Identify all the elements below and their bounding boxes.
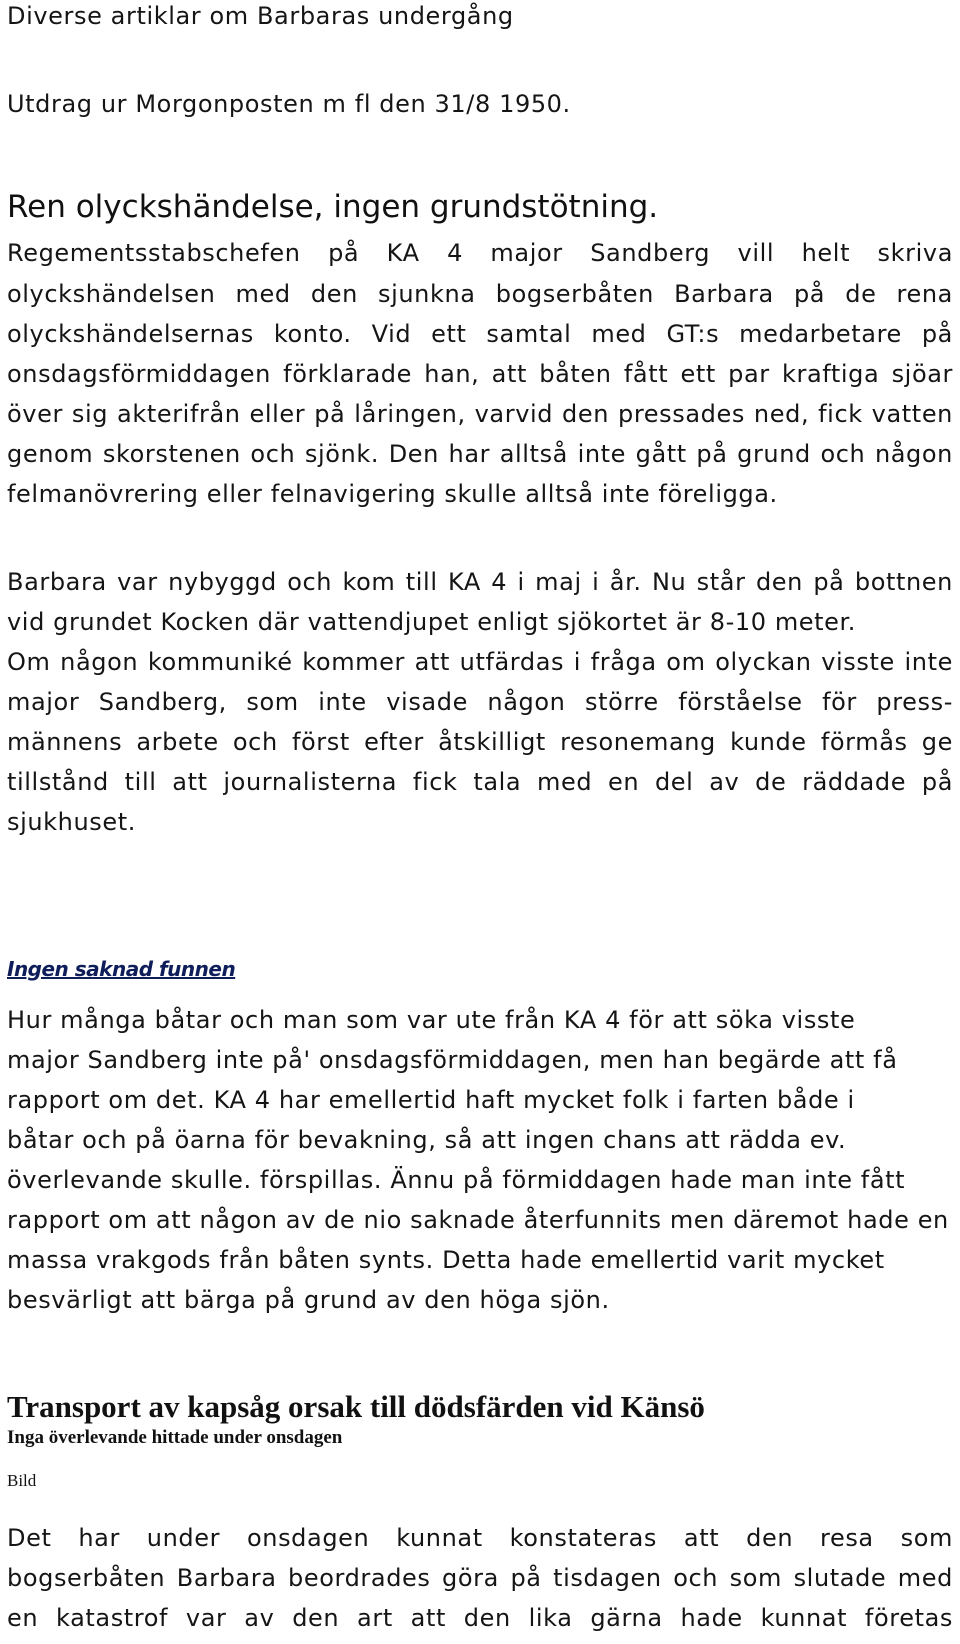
text-line: vid grundet Kocken där vattendjupet enligt sjökortet är 8-10 meter. <box>7 608 857 636</box>
text-line: båtar och på öarna för bevakning, så att ingen chans att rädda ev. <box>7 1126 847 1154</box>
article2-subheading: Ingen saknad funnen <box>7 957 236 981</box>
text-line: Regementsstabschefen på KA 4 major Sandberg vill helt skriva <box>7 239 953 267</box>
text-line: Det har under onsdagen kunnat konstateras att den resa som <box>7 1524 953 1552</box>
text-line: sjukhuset. <box>7 808 137 836</box>
image-caption: Bild <box>7 1471 37 1490</box>
text-line: besvärligt att bärga på grund av den höga sjön. <box>7 1286 610 1314</box>
text-line: major Sandberg, som inte visade någon större förståelse för press- <box>7 688 953 716</box>
text-line: felmanövrering eller felnavigering skulle alltså inte föreligga. <box>7 480 778 508</box>
collection-title: Diverse artiklar om Barbaras undergång <box>7 2 514 30</box>
text-line: Barbara var nybyggd och kom till KA 4 i maj i år. Nu står den på bottnen <box>7 568 953 596</box>
text-line: genom skorstenen och sjönk. Den har alltså inte gått på grund och någon <box>7 440 953 468</box>
text-line: onsdagsförmiddagen förklarade han, att båten fått ett par kraftiga sjöar <box>7 360 953 388</box>
article3-headline: Transport av kapsåg orsak till dödsfärden vid Känsö <box>7 1389 705 1424</box>
text-line: Hur många båtar och man som var ute från KA 4 för att söka visste <box>7 1006 856 1034</box>
text-line: över sig akterifrån eller på låringen, varvid den pressades ned, fick vatten <box>7 400 953 428</box>
text-line: Om någon kommuniké kommer att utfärdas i fråga om olyckan visste inte <box>7 648 953 676</box>
text-line: en katastrof var av den art att den lika gärna hade kunnat företas <box>7 1604 953 1632</box>
text-line: massa vrakgods från båten synts. Detta hade emellertid varit mycket <box>7 1246 885 1274</box>
text-line: rapport om det. KA 4 har emellertid haft mycket folk i farten både i <box>7 1086 855 1114</box>
text-line: olyckshändelsernas konto. Vid ett samtal med GT:s medarbetare på <box>7 320 953 348</box>
text-line: olyckshändelsen med den sjunkna bogserbåten Barbara på de rena <box>7 280 953 308</box>
text-line: major Sandberg inte på' onsdagsförmiddagen, men han begärde att få <box>7 1046 898 1074</box>
text-line: rapport om att någon av de nio saknade återfunnits men däremot hade en <box>7 1206 949 1234</box>
text-line: överlevande skulle. förspillas. Ännu på förmiddagen hade man inte fått <box>7 1166 906 1194</box>
text-line: bogserbåten Barbara beordrades göra på tisdagen och som slutade med <box>7 1564 953 1592</box>
text-line: männens arbete och först efter åtskilligt resonemang kunde förmås ge <box>7 728 953 756</box>
source-line: Utdrag ur Morgonposten m fl den 31/8 1950. <box>7 90 571 118</box>
article3-subheadline: Inga överlevande hittade under onsdagen <box>7 1427 343 1448</box>
text-line: tillstånd till att journalisterna fick tala med en del av de räddade på <box>7 768 953 796</box>
article1-headline: Ren olyckshändelse, ingen grundstötning. <box>7 189 659 225</box>
